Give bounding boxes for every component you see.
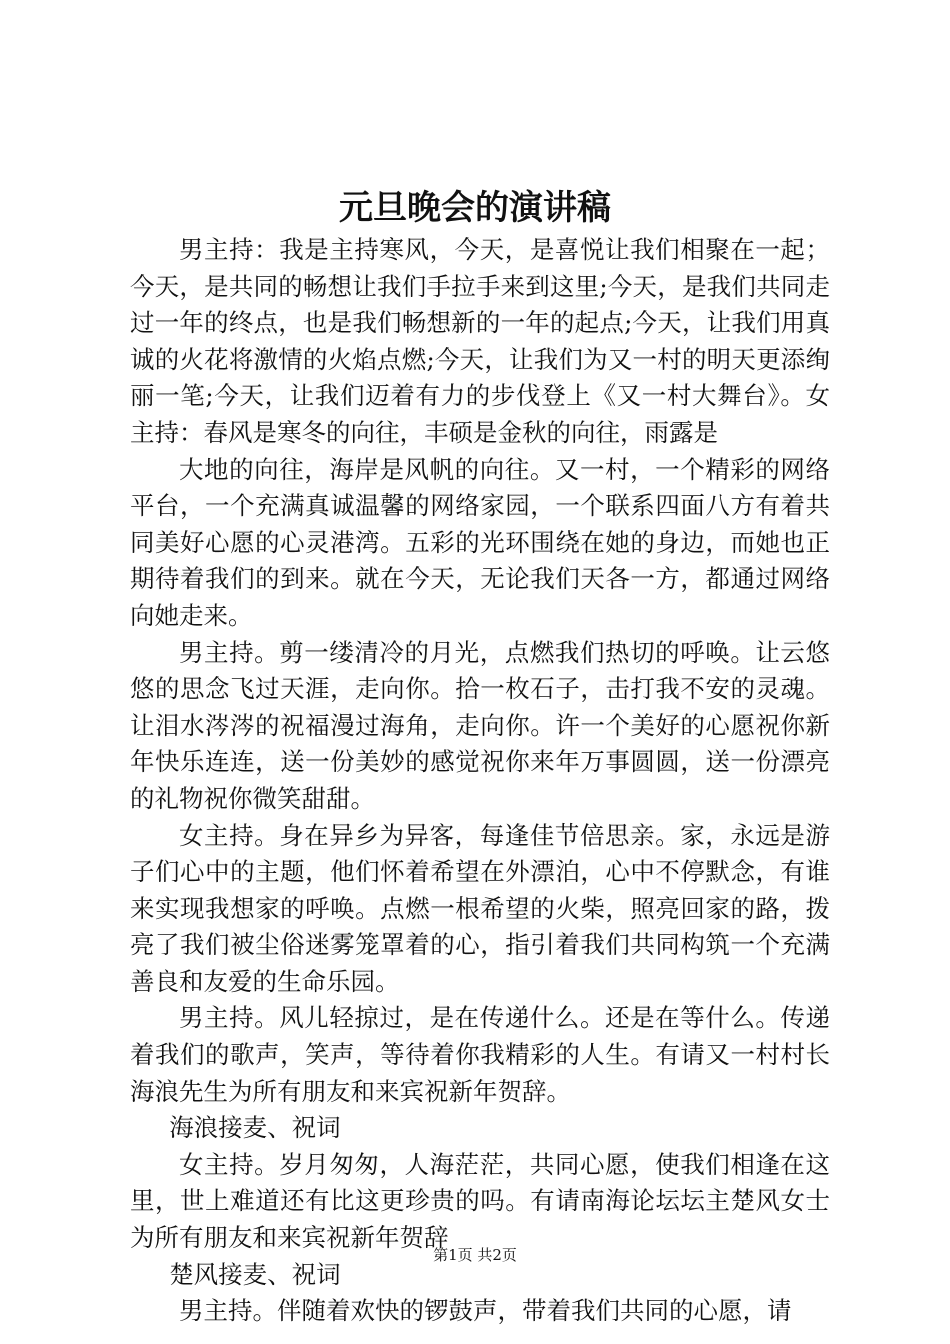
paragraph-1: 男主持：我是主持寒风，今天，是喜悦让我们相聚在一起；今天，是共同的畅想让我们手拉手来到这里;今天，是我们共同走过一年的终点，也是我们畅想新的一年的起点;今天，让我们用真诚的火花将激情的火焰点燃;今天，让我们为又一村的明天更添绚丽一笔;今天，让我们迈着有力的步伐登上《又一村大舞台》。女主持：春风是寒冬的向往，丰硕是金秋的向往，雨露是: [130, 235, 830, 447]
paragraph-4: 女主持。身在异乡为异客，每逢佳节倍思亲。家，永远是游子们心中的主题，他们怀着希望在外漂泊，心中不停默念，有谁来实现我想家的呼唤。点燃一根希望的火柴，照亮回家的路，拨亮了我们被尘俗迷雾笼罩着的心，指引着我们共同构筑一个充满善良和友爱的生命乐园。: [130, 820, 830, 996]
paragraph-5: 男主持。风儿轻掠过，是在传递什么。还是在等什么。传递着我们的歌声，笑声，等待着你我精彩的人生。有请又一村村长海浪先生为所有朋友和来宾祝新年贺辞。: [130, 1003, 830, 1106]
stage-cue-2: 楚风接麦、祝词: [169, 1259, 341, 1289]
paragraph-6: 女主持。岁月匆匆，人海茫茫，共同心愿，使我们相逢在这里，世上难道还有比这更珍贵的吗。有请南海论坛坛主楚风女士为所有朋友和来宾祝新年贺辞: [130, 1149, 830, 1253]
document-body: [130, 232, 830, 1330]
paragraph-2: 大地的向往，海岸是风帆的向往。又一村，一个精彩的网络平台，一个充满真诚温馨的网络家园，一个联系四面八方有着共同美好心愿的心灵港湾。五彩的光环围绕在她的身边，而她也正期待着我们的到来。就在今天，无论我们天各一方，都通过网络向她走来。: [130, 454, 830, 630]
page-footer: 第1页 共2页: [433, 1246, 517, 1264]
document-title: 元旦晚会的演讲稿: [339, 188, 611, 228]
paragraph-3: 男主持。剪一缕清冷的月光，点燃我们热切的呼唤。让云悠悠的思念飞过天涯，走向你。拾一枚石子，击打我不安的灵魂。让泪水涔涔的祝福漫过海角，走向你。许一个美好的心愿祝你新年快乐连连，送一份美妙的感觉祝你来年万事圆圆，送一份漂亮的礼物祝你微笑甜甜。: [130, 637, 830, 813]
paragraph-7: 男主持。伴随着欢快的锣鼓声，带着我们共同的心愿，请: [179, 1296, 792, 1326]
stage-cue-1: 海浪接麦、祝词: [169, 1113, 341, 1143]
